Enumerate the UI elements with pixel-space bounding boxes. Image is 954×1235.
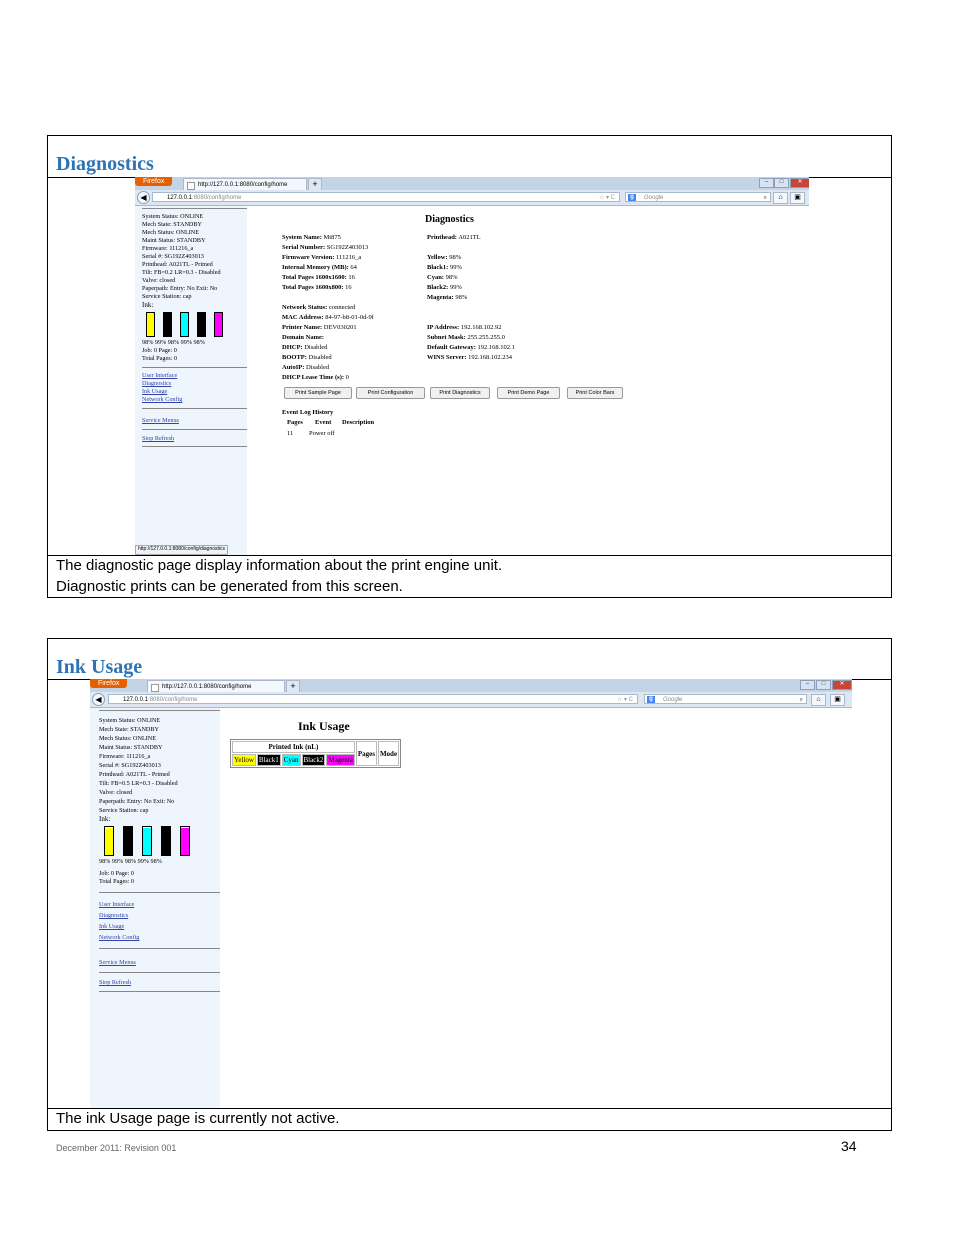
field-value: 192.168.102.234 (468, 354, 513, 361)
ink-cell: Black1 (258, 756, 279, 764)
new-tab-button[interactable]: + (286, 680, 300, 693)
field-label: BOOTP: (282, 354, 307, 361)
field-value: connected (328, 304, 356, 311)
search-placeholder: Google (663, 697, 683, 703)
caption-line: The diagnostic page display information about the print engine unit. (56, 557, 503, 574)
page-heading: Ink Usage (298, 719, 350, 733)
browser-tab[interactable] (183, 178, 307, 190)
field-row (282, 343, 357, 353)
ink-bar (123, 826, 133, 856)
field-value: 192.168.102.1 (477, 344, 515, 351)
event-header: Pages (287, 419, 303, 426)
ink-bar (142, 826, 152, 856)
close-window-button[interactable]: ✕ (790, 178, 809, 188)
field-label: Domain Name: (282, 334, 325, 341)
status-line: Valve: closed (142, 277, 176, 284)
link-ink-usage[interactable]: Ink Usage (142, 388, 168, 395)
field-label: Black2: (427, 284, 449, 291)
close-window-button[interactable]: ✕ (832, 680, 852, 690)
link-stop-refresh[interactable]: Stop Refresh (99, 979, 132, 986)
back-arrow-icon[interactable]: ◀ (92, 693, 105, 706)
field-value: SG192Z403013 (326, 244, 369, 251)
event-header: Event (315, 419, 332, 426)
bookmark-star-icon[interactable]: ☆ ▾ C (616, 697, 633, 703)
ink-bar (104, 826, 114, 856)
field-row (282, 333, 357, 343)
print-button[interactable]: Print Demo Page (497, 387, 560, 399)
field-row (427, 293, 481, 303)
ink-bar-fill (181, 828, 189, 855)
browser-titlebar (90, 679, 852, 692)
field-value: 111216_a (336, 254, 362, 261)
status-line: Mech Status: ONLINE (99, 735, 157, 742)
home-icon[interactable]: ⌂ (773, 192, 788, 204)
field-row (282, 303, 374, 313)
field-value: 98% (455, 294, 468, 301)
field-row (427, 333, 515, 343)
field-value: 99% (449, 264, 462, 271)
footer-revision: December 2011: Revision 001 (56, 1143, 177, 1153)
browser-tab[interactable] (147, 680, 285, 692)
link-network-config[interactable]: Network Config (142, 396, 183, 403)
ink-percent-text: 98% 99% 98% 99% 98% (142, 339, 205, 346)
ink-bar-fill (198, 313, 205, 336)
google-icon: g (628, 194, 636, 201)
section-title: Ink Usage (56, 656, 143, 678)
field-label: Total Pages 1600x1600: (282, 274, 347, 281)
minimize-button[interactable]: – (800, 680, 815, 690)
event-row (287, 429, 399, 439)
field-value: 16 (348, 274, 355, 281)
print-button[interactable]: Print Sample Page (284, 387, 352, 399)
link-service-menus[interactable]: Service Menus (142, 417, 179, 424)
field-row (282, 353, 357, 363)
ink-label: Ink: (142, 301, 154, 309)
field-row (282, 373, 357, 383)
ink-cell: Cyan (283, 756, 299, 764)
link-stop-refresh[interactable]: Stop Refresh (142, 435, 175, 442)
status-line: Firmware: 111216_a (142, 245, 194, 252)
field-row (427, 273, 481, 283)
status-sidebar (135, 206, 247, 555)
ink-percent-text: 98% 99% 98% 99% 98% (99, 858, 162, 865)
link-diagnostics[interactable]: Diagnostics (99, 912, 129, 919)
field-value: Mi875 (323, 234, 341, 241)
field-label: Network Status: (282, 304, 328, 311)
field-value: 64 (350, 264, 357, 271)
minimize-button[interactable]: – (759, 178, 774, 188)
field-row (282, 313, 374, 323)
event-header-row (287, 418, 399, 428)
ink-bar-fill (124, 827, 132, 855)
field-row (427, 243, 481, 253)
field-value: 99% (449, 284, 462, 291)
ink-bar (197, 312, 206, 337)
field-value: 16 (345, 284, 352, 291)
printed-ink-header: Printed Ink (nL) (232, 741, 355, 753)
status-line: Tilt: FB=0.5 LR=0.3 - Disabled (99, 780, 178, 787)
section-caption (56, 555, 502, 597)
back-arrow-icon[interactable]: ◀ (137, 191, 150, 204)
browser-screenshot (90, 679, 852, 1108)
link-user-interface[interactable]: User Interface (142, 372, 178, 379)
divider (142, 367, 247, 368)
section-caption (56, 1108, 339, 1129)
firefox-menu-button[interactable]: Firefox (135, 177, 172, 186)
field-label: Printer Name: (282, 324, 323, 331)
field-value: Disabled (306, 364, 330, 371)
browser-titlebar (135, 177, 809, 190)
caption-line: The ink Usage page is currently not active. (56, 1110, 340, 1127)
status-line: Printhead: A021TL - Primed (99, 771, 170, 778)
print-button[interactable]: Print Color Bars (567, 387, 623, 399)
field-row (282, 253, 368, 263)
total-pages-line: Total Pages: 0 (99, 878, 134, 885)
field-label: System Name: (282, 234, 322, 241)
divider (99, 991, 220, 992)
browser-navbar (90, 692, 852, 708)
field-label: DHCP: (282, 344, 303, 351)
print-button[interactable]: Print Diagnostics (430, 387, 490, 399)
event-cell: 11 (287, 430, 294, 437)
field-label: Black1: (427, 264, 449, 271)
status-line: Mech Status: ONLINE (142, 229, 200, 236)
ink-bar-fill (181, 313, 188, 336)
field-value: DEV030201 (323, 324, 357, 331)
field-row (427, 343, 515, 353)
divider (142, 446, 247, 447)
field-label: Serial Number: (282, 244, 326, 251)
field-row (427, 283, 481, 293)
status-line: Service Station: cap (99, 807, 149, 814)
status-line: Maint Status: STANDBY (99, 744, 163, 751)
ink-level-bars (104, 826, 220, 856)
browser-screenshot (135, 177, 809, 555)
status-line: Firmware: 111216_a (99, 753, 151, 760)
job-line: Job: 0 Page: 0 (99, 870, 134, 877)
field-label: Printhead: (427, 234, 457, 241)
field-value: 255.255.255.0 (467, 334, 505, 341)
field-label: AutoIP: (282, 364, 305, 371)
address-path: :8080/config/home (192, 195, 242, 201)
divider (99, 948, 220, 949)
event-header: Description (342, 419, 375, 426)
ink-bar (180, 312, 189, 337)
search-placeholder: Google (644, 195, 664, 201)
mode-header: Mode (378, 741, 399, 766)
bookmark-star-icon[interactable]: ☆ ▾ C (598, 195, 615, 201)
link-service-menus[interactable]: Service Menus (99, 959, 136, 966)
status-line: Maint Status: STANDBY (142, 237, 206, 244)
ink-bar (161, 826, 171, 856)
link-network-config[interactable]: Network Config (99, 934, 140, 941)
address-path: :8080/config/home (148, 697, 198, 703)
field-row (427, 263, 481, 273)
browser-navbar (135, 190, 809, 206)
maximize-button[interactable]: □ (816, 680, 831, 690)
firefox-menu-button[interactable]: Firefox (90, 679, 127, 688)
address-bar[interactable] (152, 192, 620, 202)
status-line: Serial #: SG192Z403013 (99, 762, 161, 769)
ink-usage-section (47, 638, 892, 1131)
ink-bar-fill (147, 313, 154, 336)
divider (142, 408, 247, 409)
ink-usage-table (230, 739, 401, 768)
page-icon (151, 684, 159, 692)
print-button[interactable]: Print Configuration (356, 387, 425, 399)
status-line: Mech State: STANDBY (99, 726, 159, 733)
search-bar[interactable] (644, 694, 807, 704)
status-line: System Status: ONLINE (99, 717, 161, 724)
ink-cell: Black2 (303, 756, 324, 764)
ink-bar (163, 312, 172, 337)
total-pages-line: Total Pages: 0 (142, 355, 177, 362)
ink-cell: Yellow (234, 756, 254, 764)
caption-line: Diagnostic prints can be generated from this screen. (56, 578, 403, 595)
home-icon[interactable]: ⌂ (811, 694, 826, 706)
field-label: Yellow: (427, 254, 448, 261)
field-label: WINS Server: (427, 354, 467, 361)
field-value: A021TL (458, 234, 481, 241)
address-bar[interactable] (108, 694, 638, 704)
field-row (427, 253, 481, 263)
link-user-interface[interactable]: User Interface (99, 901, 135, 908)
tab-title: http://127.0.0.1:8080/config/home (198, 182, 288, 188)
divider (99, 710, 220, 711)
search-icon[interactable]: ⌕ (763, 195, 767, 201)
section-title: Diagnostics (56, 153, 154, 175)
field-row (427, 233, 481, 243)
event-cell: Power off (309, 430, 335, 437)
status-line: Valve: closed (99, 789, 133, 796)
divider (142, 429, 247, 430)
job-line: Job: 0 Page: 0 (142, 347, 177, 354)
status-line: Mech State: STANDBY (142, 221, 202, 228)
field-label: DHCP Lease Time (s): (282, 374, 345, 381)
field-label: Firmware Version: (282, 254, 335, 261)
field-row (282, 363, 357, 373)
event-log-title: Event Log History (282, 409, 334, 416)
page-icon (187, 182, 195, 190)
field-row (427, 353, 515, 363)
ink-bar-fill (143, 828, 151, 855)
status-line: Service Station: cap (142, 293, 192, 300)
field-value: Disabled (308, 354, 332, 361)
status-line: System Status: ONLINE (142, 213, 204, 220)
browser-status-bar: http://127.0.0.1:8080/config/diagnostics (135, 545, 228, 555)
field-label: Internal Memory (MB): (282, 264, 349, 271)
field-value: 84-97-b8-01-0d-9f (325, 314, 374, 321)
field-value: Disabled (304, 344, 328, 351)
ink-bar (146, 312, 155, 337)
status-sidebar (90, 708, 220, 1108)
ink-cell: Magenta (328, 756, 353, 764)
field-row (282, 263, 368, 273)
pages-header: Pages (356, 741, 377, 766)
field-label: Total Pages 1600x800: (282, 284, 344, 291)
search-bar[interactable] (625, 192, 771, 202)
status-line: Paperpath: Entry: No Exit: No (142, 285, 218, 292)
page-heading: Diagnostics (425, 214, 474, 225)
status-line: Printhead: A021TL - Primed (142, 261, 213, 268)
ink-bar-fill (162, 827, 170, 855)
ink-bar-fill (215, 313, 222, 336)
diagnostics-section (47, 135, 892, 598)
print-button-row (282, 387, 802, 399)
field-value: 98% (449, 254, 462, 261)
tab-title: http://127.0.0.1:8080/config/home (162, 684, 252, 690)
field-row (282, 233, 368, 243)
field-label: Subnet Mask: (427, 334, 466, 341)
maximize-button[interactable]: □ (774, 178, 789, 188)
field-row (282, 323, 357, 333)
new-tab-button[interactable]: + (308, 178, 322, 191)
field-row (282, 273, 368, 283)
divider (99, 972, 220, 973)
ink-bar-fill (105, 828, 113, 855)
field-value: 192.168.102.92 (460, 324, 502, 331)
field-value: 98% (445, 274, 458, 281)
field-label: Default Gateway: (427, 344, 476, 351)
field-row (427, 323, 515, 333)
divider (99, 892, 220, 893)
divider (142, 208, 247, 209)
field-label: IP Address: (427, 324, 460, 331)
ink-bar-fill (164, 313, 171, 336)
ink-bar (180, 826, 190, 856)
bookmarks-menu-icon[interactable]: ▣ (790, 192, 805, 204)
ink-bar (214, 312, 223, 337)
page-number: 34 (841, 1138, 857, 1154)
field-row (282, 283, 368, 293)
field-label: Magenta: (427, 294, 454, 301)
field-row (282, 243, 368, 253)
link-diagnostics[interactable]: Diagnostics (142, 380, 172, 387)
ink-level-bars (146, 312, 247, 337)
status-line: Tilt: FB=0.2 LR=0.3 - Disabled (142, 269, 221, 276)
address-host: 127.0.0.1 (167, 195, 193, 201)
link-ink-usage[interactable]: Ink Usage (99, 923, 125, 930)
field-label: MAC Address: (282, 314, 324, 321)
google-icon: g (647, 696, 655, 703)
status-line: Paperpath: Entry: No Exit: No (99, 798, 175, 805)
search-icon[interactable]: ⌕ (799, 697, 803, 703)
field-value: 0 (345, 374, 349, 381)
field-label: Cyan: (427, 274, 444, 281)
ink-label: Ink: (99, 815, 111, 823)
bookmarks-menu-icon[interactable]: ▣ (830, 694, 845, 706)
address-host: 127.0.0.1 (123, 697, 149, 703)
status-line: Serial #: SG192Z403013 (142, 253, 204, 260)
